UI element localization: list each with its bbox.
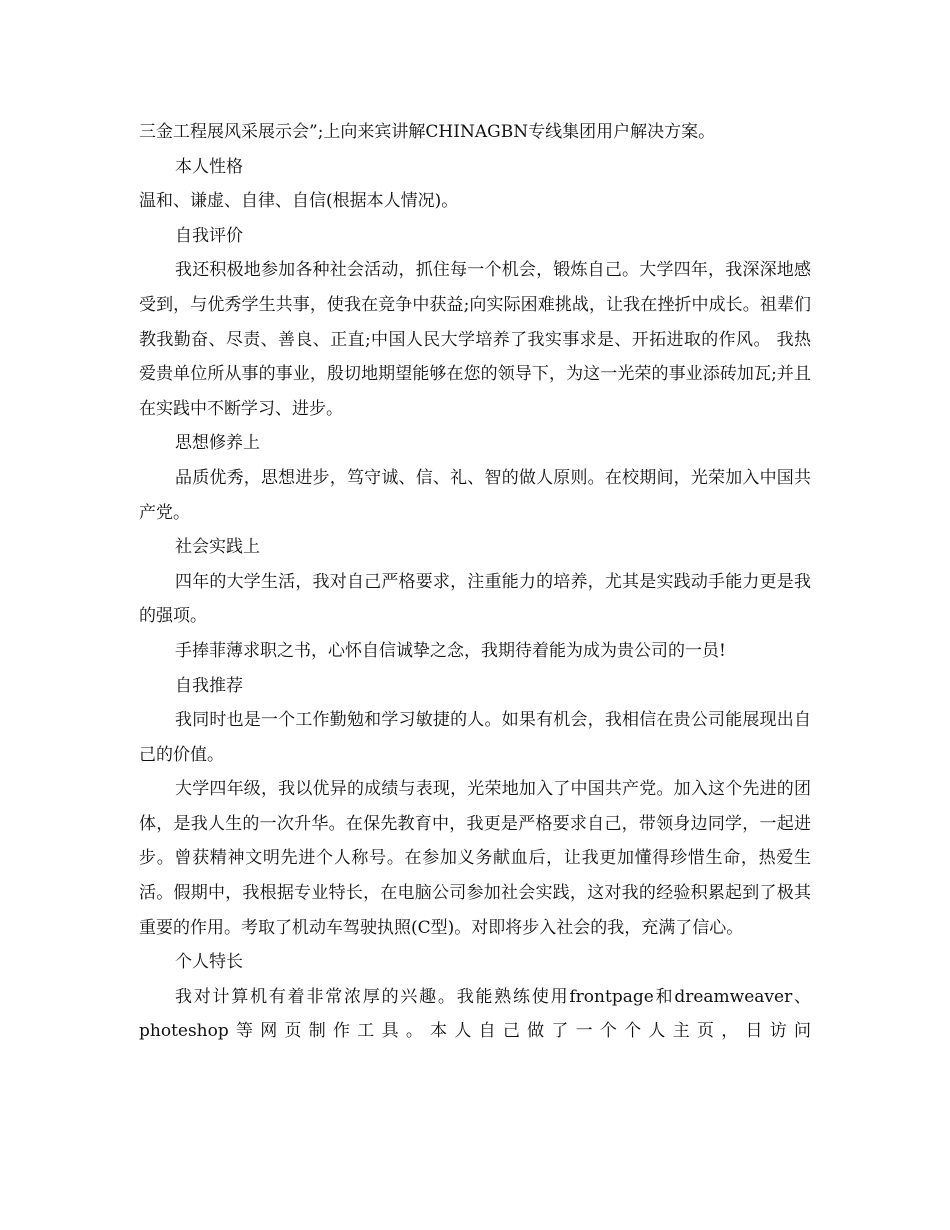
heading-self-evaluation: 自我评价: [175, 225, 243, 246]
paragraph-senior-year: 大学四年级，我以优异的成绩与表现，光荣地加入了中国共产党。加入这个先进的团体，是我人生的一次升华。在保先教育中，我更是严格要求自己，带领身边同学，一起进步。曾获精神文明先进个人称号。在参加义务献血后，让我更加懂得珍惜生命，热爱生活。假期中，我根据专业特长，在电脑公司参加社会实践，这对我的经验积累起到了极其重要的作用。考取了机动车驾驶执照(C型)。对即将步入社会的我，充满了信心。: [139, 779, 811, 938]
heading-social-practice: 社会实践上: [175, 537, 260, 558]
heading-ideology: 思想修养上: [175, 433, 260, 454]
paragraph-social-practice: 四年的大学生活，我对自己严格要求，注重能力的培养，尤其是实践动手能力更是我的强项。: [139, 571, 811, 627]
document-body: [139, 115, 811, 1049]
paragraph-expo-intro: 三金工程展风采展示会”;上向来宾讲解CHINAGBN专线集团用户解决方案。: [139, 122, 716, 142]
paragraph-personality: 温和、谦虚、自律、自信(根据本人情况)。: [139, 191, 459, 212]
heading-personal-skills: 个人特长: [175, 952, 243, 973]
paragraph-self-recommendation: 我同时也是一个工作勤勉和学习敏捷的人。如果有机会，我相信在贵公司能展现出自己的价值。: [139, 710, 811, 765]
heading-self-recommendation: 自我推荐: [175, 675, 243, 696]
paragraph-self-evaluation: 我还积极地参加各种社会活动，抓住每一个机会，锻炼自己。大学四年，我深深地感受到，与优秀学生共事，使我在竞争中获益;向实际困难挑战，让我在挫折中成长。祖辈们教我勤奋、尽责、善良、正直;中国人民大学培养了我实事求是、开拓进取的作风。 我热爱贵单位所从事的事业，殷切地期望能够在您的领导下，为这一光荣的事业添砖加瓦;并且在实践中不断学习、进步。: [139, 260, 811, 419]
paragraph-personal-skills: 我对计算机有着非常浓厚的兴趣。我能熟练使用frontpage和dreamweaver、photeshop等网页制作工具。本人自己做了一个个人主页，日访问: [139, 986, 811, 1042]
paragraph-closing-wish: 手捧菲薄求职之书，心怀自信诚挚之念，我期待着能为成为贵公司的一员!: [175, 640, 726, 661]
heading-personality: 本人性格: [175, 156, 243, 177]
paragraph-ideology: 品质优秀，思想进步，笃守诚、信、礼、智的做人原则。在校期间，光荣加入中国共产党。: [139, 467, 811, 523]
